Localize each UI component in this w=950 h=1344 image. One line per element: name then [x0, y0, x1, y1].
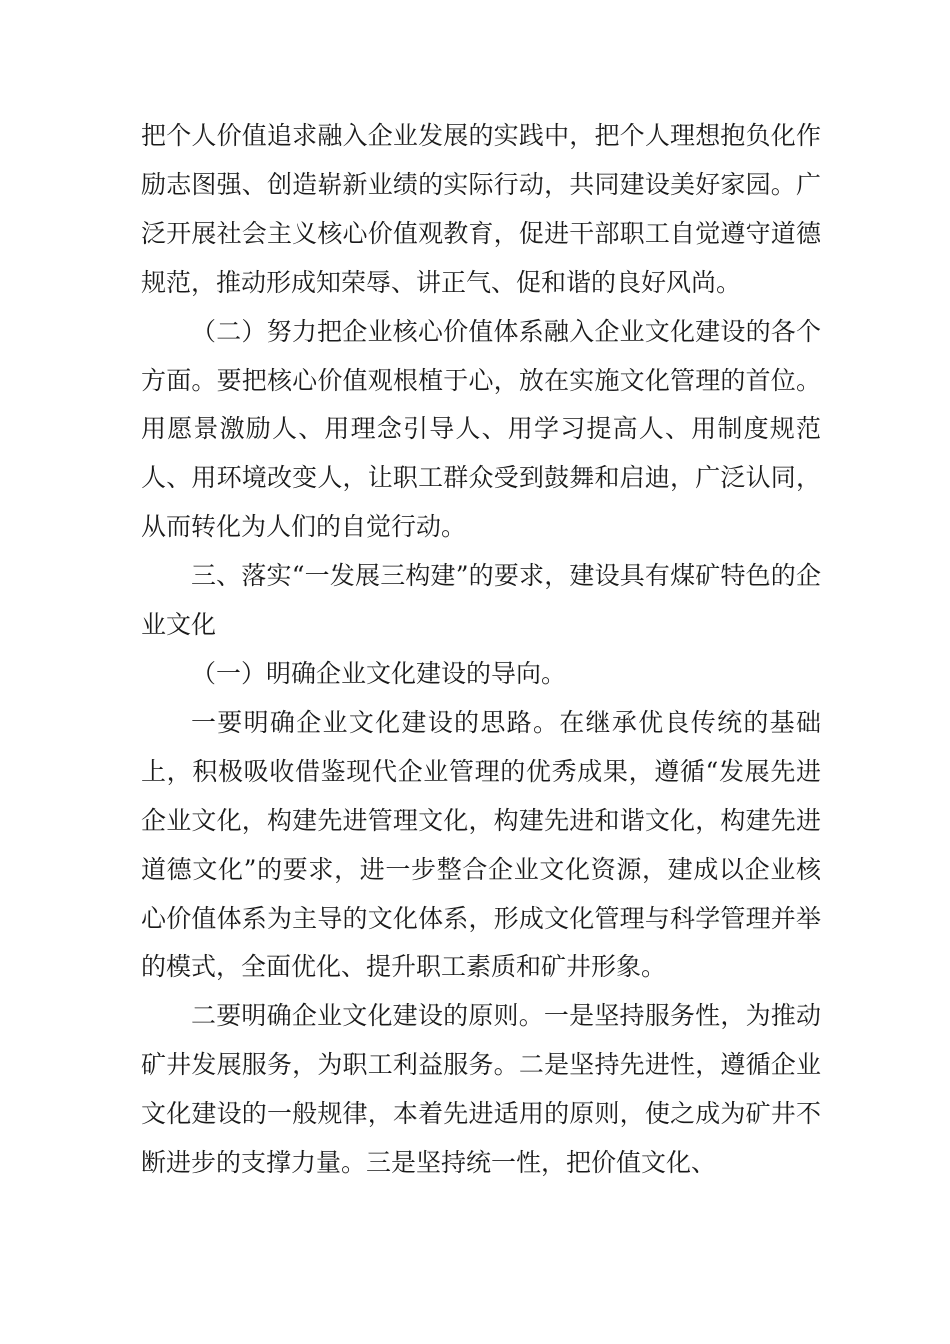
subsection-heading-1: （一）明确企业文化建设的导向。	[191, 658, 567, 688]
paragraph-continuation: 把个人价值追求融入企业发展的实践中，把个人理想抱负化作励志图强、创造崭新业绩的实际行动，共同建设美好家园。广泛开展社会主义核心价值观教育，促进干部职工自觉遵守道德规范，推动形成知荣辱、讲正气、促和谐的良好风尚。	[141, 121, 821, 297]
document-body	[141, 112, 821, 1188]
paragraph-principles: 二要明确企业文化建设的原则。一是坚持服务性，为推动矿井发展服务，为职工利益服务。二是坚持先进性，遵循企业文化建设的一般规律，本着先进适用的原则，使之成为矿井不断进步的支撑力量。三是坚持统一性，把价值文化、	[141, 1001, 821, 1178]
section-heading-3: 三、落实“一发展三构建”的要求，建设具有煤矿特色的企业文化	[141, 561, 821, 640]
paragraph-section-2: （二）努力把企业核心价值体系融入企业文化建设的各个方面。要把核心价值观根植于心，放在实施文化管理的首位。用愿景激励人、用理念引导人、用学习提高人、用制度规范人、用环境改变人，让职工群众受到鼓舞和启迪，广泛认同，从而转化为人们的自觉行动。	[141, 316, 821, 542]
paragraph-approach: 一要明确企业文化建设的思路。在继承优良传统的基础上，积极吸收借鉴现代企业管理的优秀成果，遵循“发展先进企业文化，构建先进管理文化，构建先进和谐文化，构建先进道德文化”的要求，进一步整合企业文化资源，建成以企业核心价值体系为主导的文化体系，形成文化管理与科学管理并举的模式，全面优化、提升职工素质和矿井形象。	[141, 707, 821, 982]
